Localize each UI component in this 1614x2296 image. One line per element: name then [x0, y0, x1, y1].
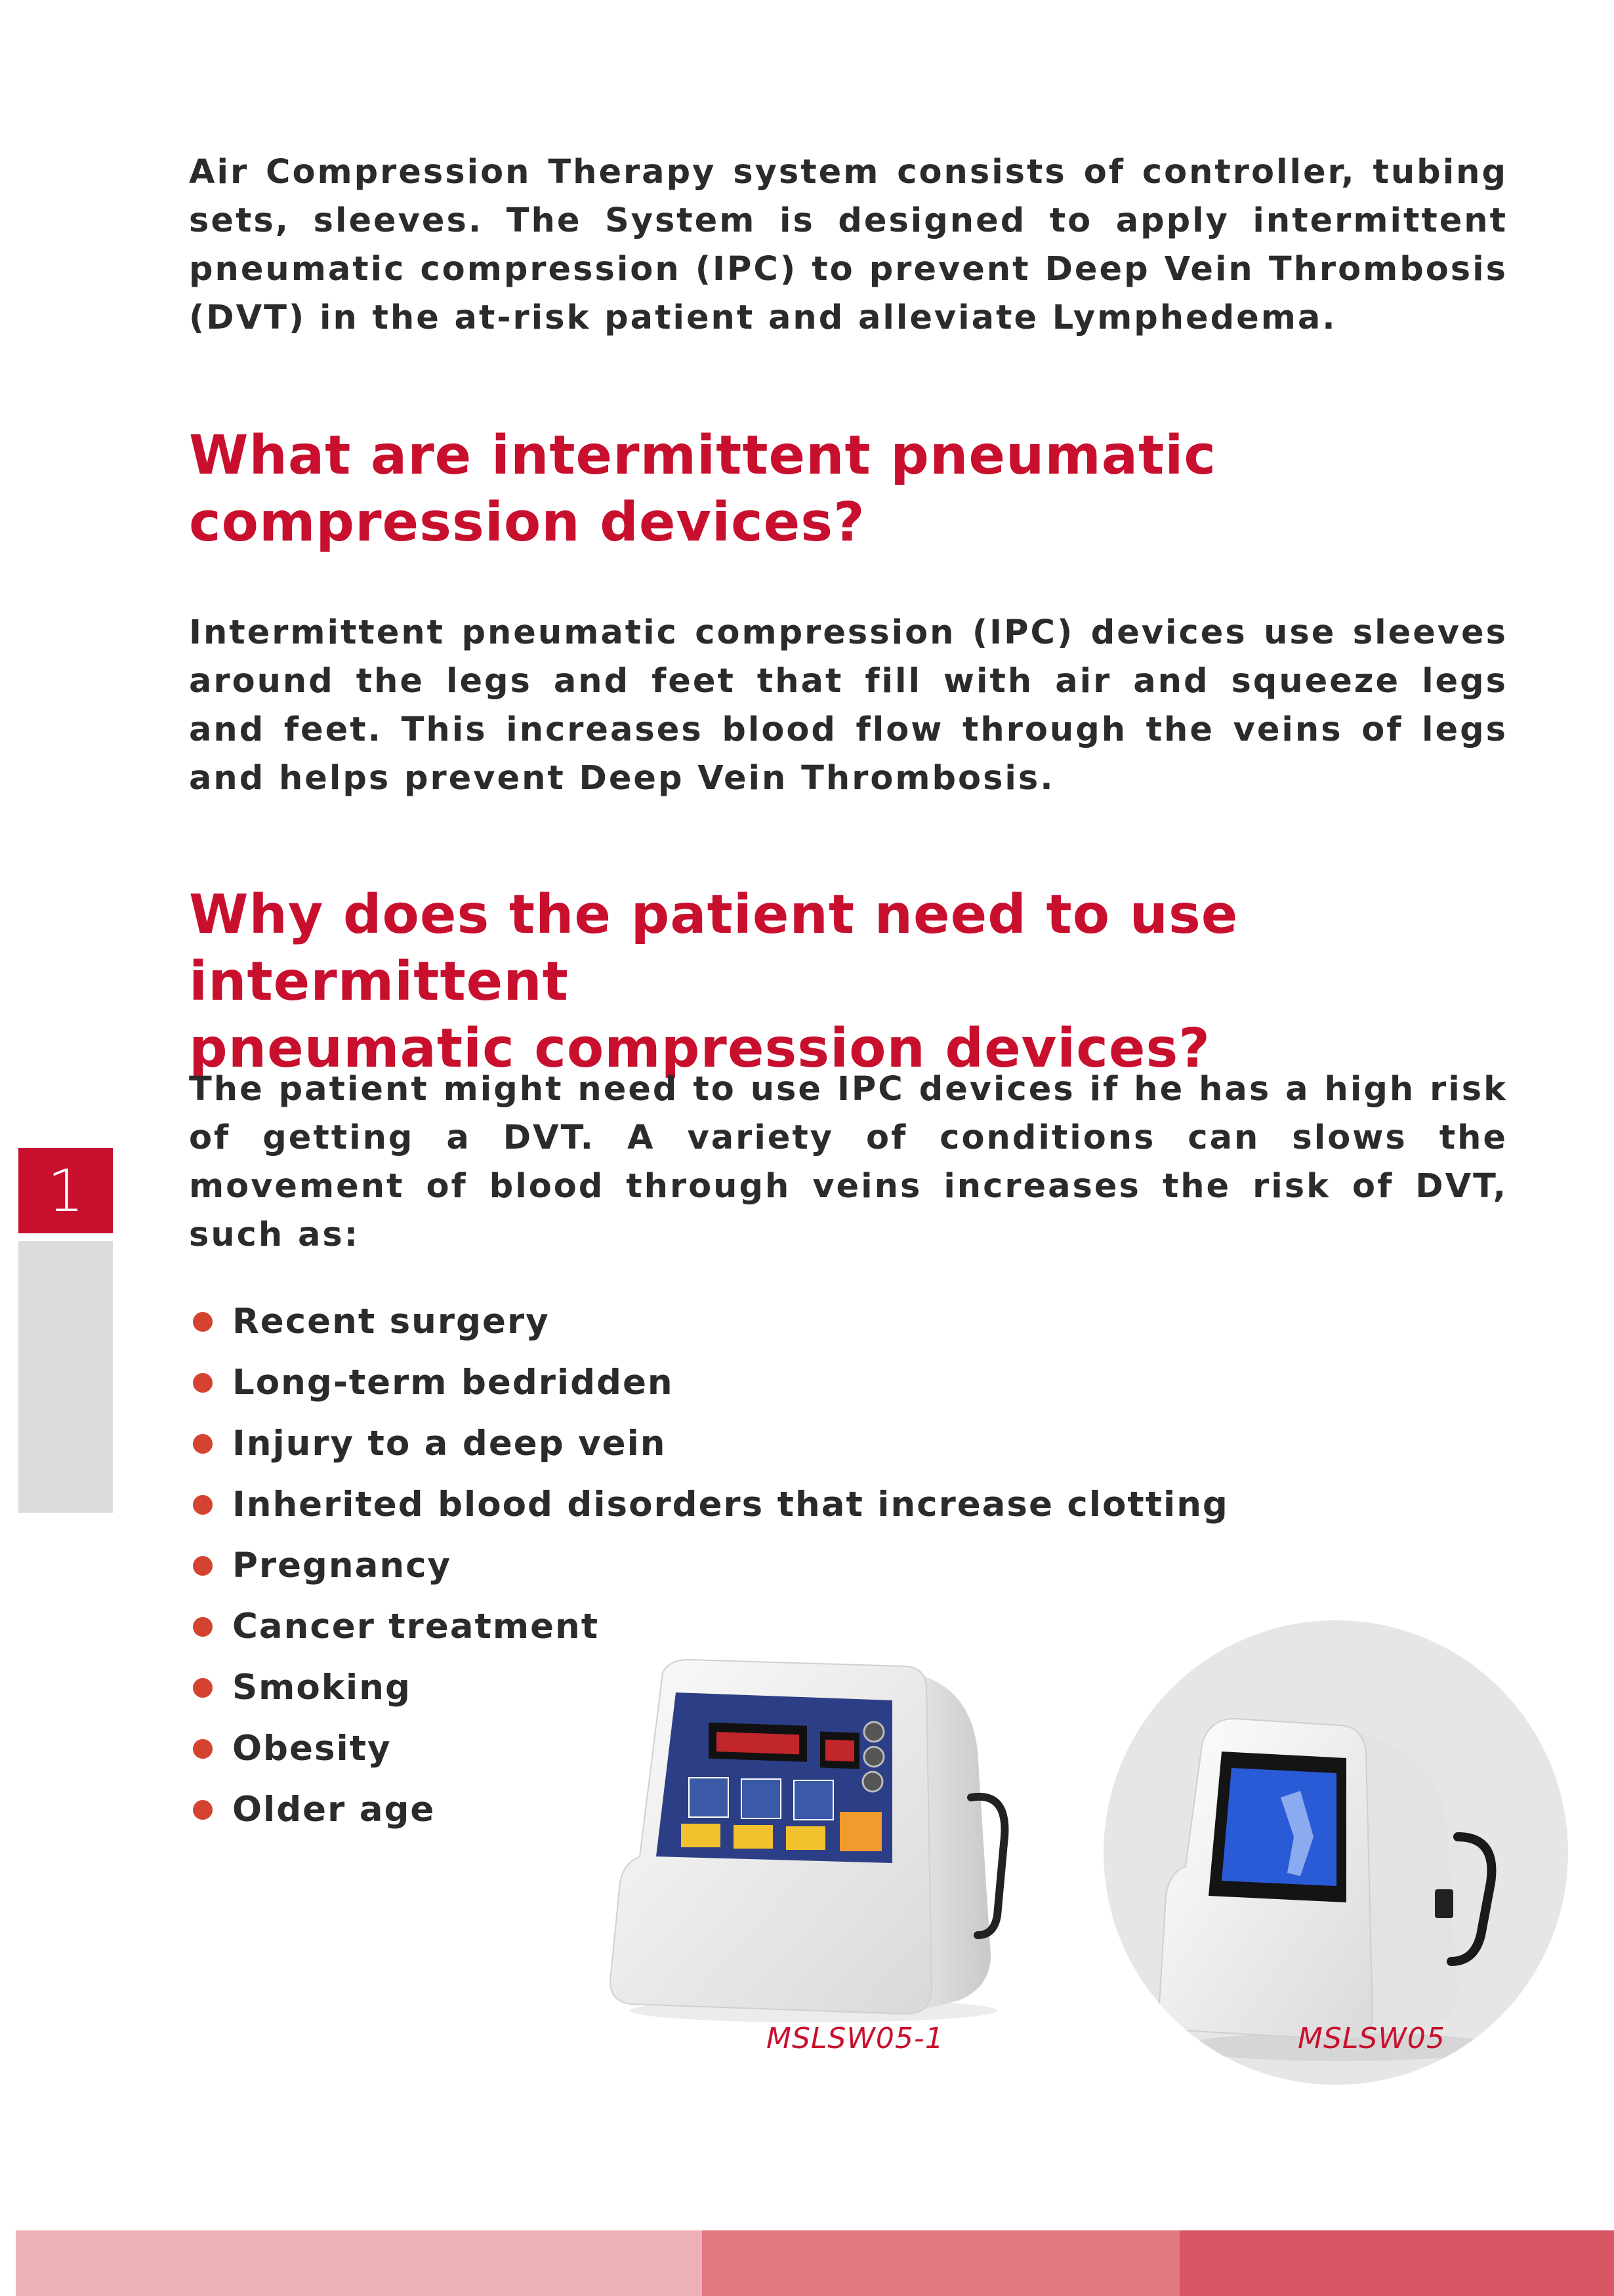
bullet-dot-icon	[193, 1373, 213, 1393]
bullet-dot-icon	[193, 1556, 213, 1576]
device-mslsw05-image	[1104, 1620, 1568, 2085]
list-item-label: Long-term bedridden	[232, 1363, 674, 1403]
section1-heading	[189, 422, 1554, 556]
list-item-label: Injury to a deep vein	[232, 1424, 667, 1464]
section1-heading-line1: What are intermittent pneumatic	[189, 424, 1217, 487]
device-mslsw05-1-image	[604, 1647, 1037, 2027]
bullet-dot-icon	[193, 1739, 213, 1759]
side-tab-bar	[18, 1241, 113, 1513]
list-item-label: Inherited blood disorders that increase clotting	[232, 1485, 1229, 1525]
list-item-label: Obesity	[232, 1729, 392, 1769]
footer-band-dark	[1180, 2230, 1614, 2296]
section2-heading-line2: pneumatic compression devices?	[189, 1017, 1210, 1080]
section1-heading-line2: compression devices?	[189, 491, 865, 554]
bullet-dot-icon	[193, 1312, 213, 1332]
product-caption: MSLSW05-1	[766, 2022, 944, 2055]
list-item-label: Smoking	[232, 1668, 411, 1708]
footer-band-light	[16, 2230, 702, 2296]
section2-heading-line1: Why does the patient need to use intermittent	[189, 884, 1239, 1013]
bullet-dot-icon	[193, 1495, 213, 1515]
list-item-label: Older age	[232, 1790, 436, 1830]
bullet-dot-icon	[193, 1617, 213, 1637]
section2-heading	[189, 882, 1554, 1082]
section1-body: Intermittent pneumatic compression (IPC) devices use sleeves around the legs and feet that fill with air and squeeze legs and feet. This increases blood flow through the veins of legs and helps prevent Deep Vein Thrombosis.	[189, 613, 1508, 798]
list-item	[193, 1535, 1229, 1596]
device-mslsw05-backdrop	[1104, 1620, 1568, 2085]
bullet-dot-icon	[193, 1678, 213, 1698]
list-item-label: Pregnancy	[232, 1546, 452, 1586]
product-caption: MSLSW05	[1298, 2022, 1445, 2055]
footer-band-mid	[702, 2230, 1180, 2296]
section2-body: The patient might need to use IPC devices if he has a high risk of getting a DVT. A variety of conditions can slows the movement of blood through veins increases the risk of DVT, such as:	[189, 1070, 1508, 1254]
list-item	[193, 1413, 1229, 1474]
list-item	[193, 1291, 1229, 1352]
page-number-badge: 1	[18, 1148, 113, 1233]
intro-paragraph: Air Compression Therapy system consists of controller, tubing sets, sleeves. The System is designed to apply intermittent pneumatic compression (IPC) to prevent Deep Vein Thrombosis (DVT) in the at-risk patient and alleviate Lymphedema.	[189, 153, 1508, 337]
bullet-dot-icon	[193, 1434, 213, 1454]
list-item-label: Recent surgery	[232, 1302, 550, 1342]
bullet-dot-icon	[193, 1800, 213, 1820]
list-item-label: Cancer treatment	[232, 1607, 600, 1647]
list-item	[193, 1352, 1229, 1413]
list-item	[193, 1474, 1229, 1535]
